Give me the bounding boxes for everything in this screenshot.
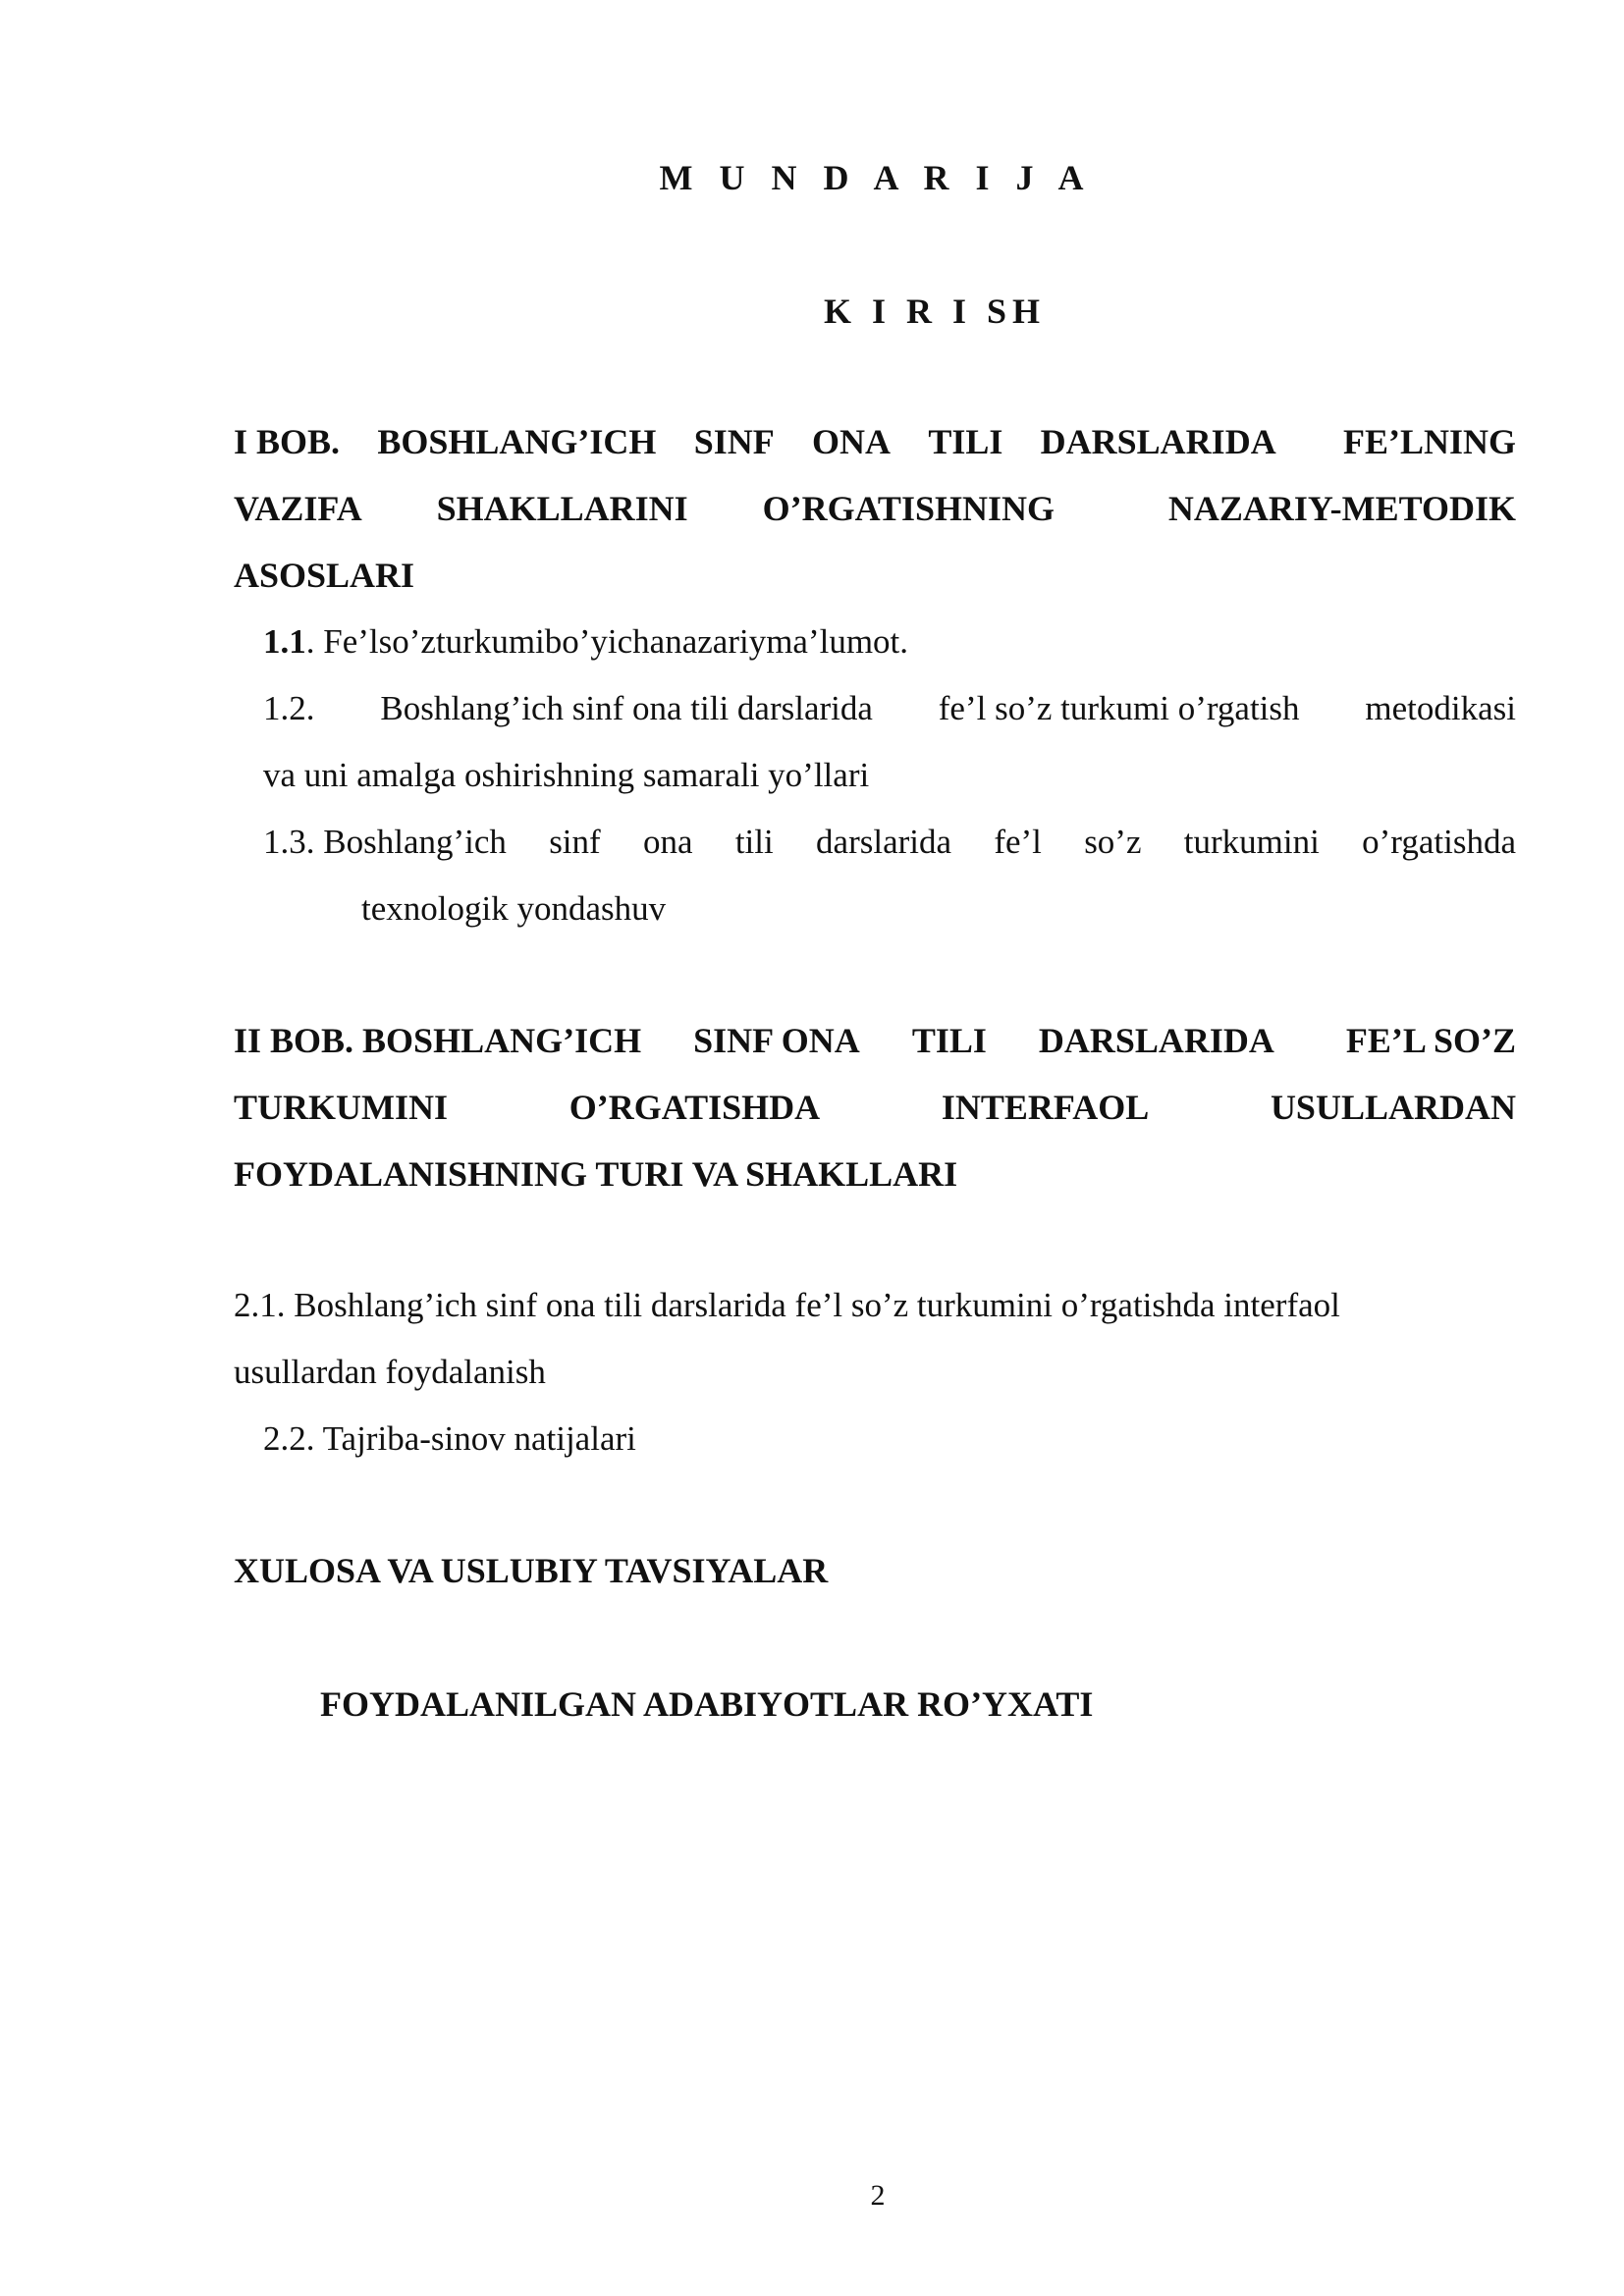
toc-intro-heading: K I R I SH — [823, 292, 1047, 331]
toc-section-2-1-line1: 2.1. Boshlang’ich sinf ona tili darslarida fe’l so’z turkumini o’rgatishda interfaol — [234, 1286, 1340, 1324]
chapter2-heading-line2: TURKUMINI O’RGATISHDA INTERFAOL USULLARDAN — [234, 1088, 1516, 1127]
page-number: 2 — [870, 2179, 886, 2212]
toc-section-1-1: 1.1. Fe’lso’zturkumibo’yichanazariyma’lumot. — [263, 622, 909, 661]
toc-section-1-3-line2: texnologik yondashuv — [361, 889, 667, 928]
chapter2-heading-line1: II BOB. BOSHLANG’ICH SINF ONA TILI DARSLARIDA FE’L SO’Z — [234, 1021, 1516, 1060]
toc-section-2-1-line2: usullardan foydalanish — [234, 1353, 546, 1391]
toc-section-1-2-line2: va uni amalga oshirishning samarali yo’llari — [263, 756, 870, 794]
chapter2-heading-line3: FOYDALANISHNING TURI VA SHAKLLARI — [234, 1154, 958, 1194]
toc-section-1-3-line1: 1.3. Boshlang’ich sinf ona tili darslarida fe’l so’z turkumini o’rgatishda — [263, 823, 1516, 861]
toc-section-1-2-line1: 1.2. Boshlang’ich sinf ona tili darslarida fe’l so’z turkumi o’rgatish metodikasi — [263, 689, 1516, 727]
toc-conclusion: XULOSA VA USLUBIY TAVSIYALAR — [234, 1551, 829, 1590]
chapter1-heading-line3: ASOSLARI — [234, 556, 415, 595]
toc-title: M U N D A R I J A — [659, 158, 1093, 197]
chapter1-heading-line1: I BOB. BOSHLANG’ICH SINF ONA TILI DARSLARIDA FE’LNING — [234, 422, 1516, 461]
toc-references: FOYDALANILGAN ADABIYOTLAR RO’YXATI — [320, 1684, 1094, 1724]
chapter1-heading-line2: VAZIFA SHAKLLARINI O’RGATISHNING NAZARIY-METODIK — [234, 489, 1516, 528]
toc-section-2-2: 2.2. Tajriba-sinov natijalari — [263, 1419, 636, 1458]
